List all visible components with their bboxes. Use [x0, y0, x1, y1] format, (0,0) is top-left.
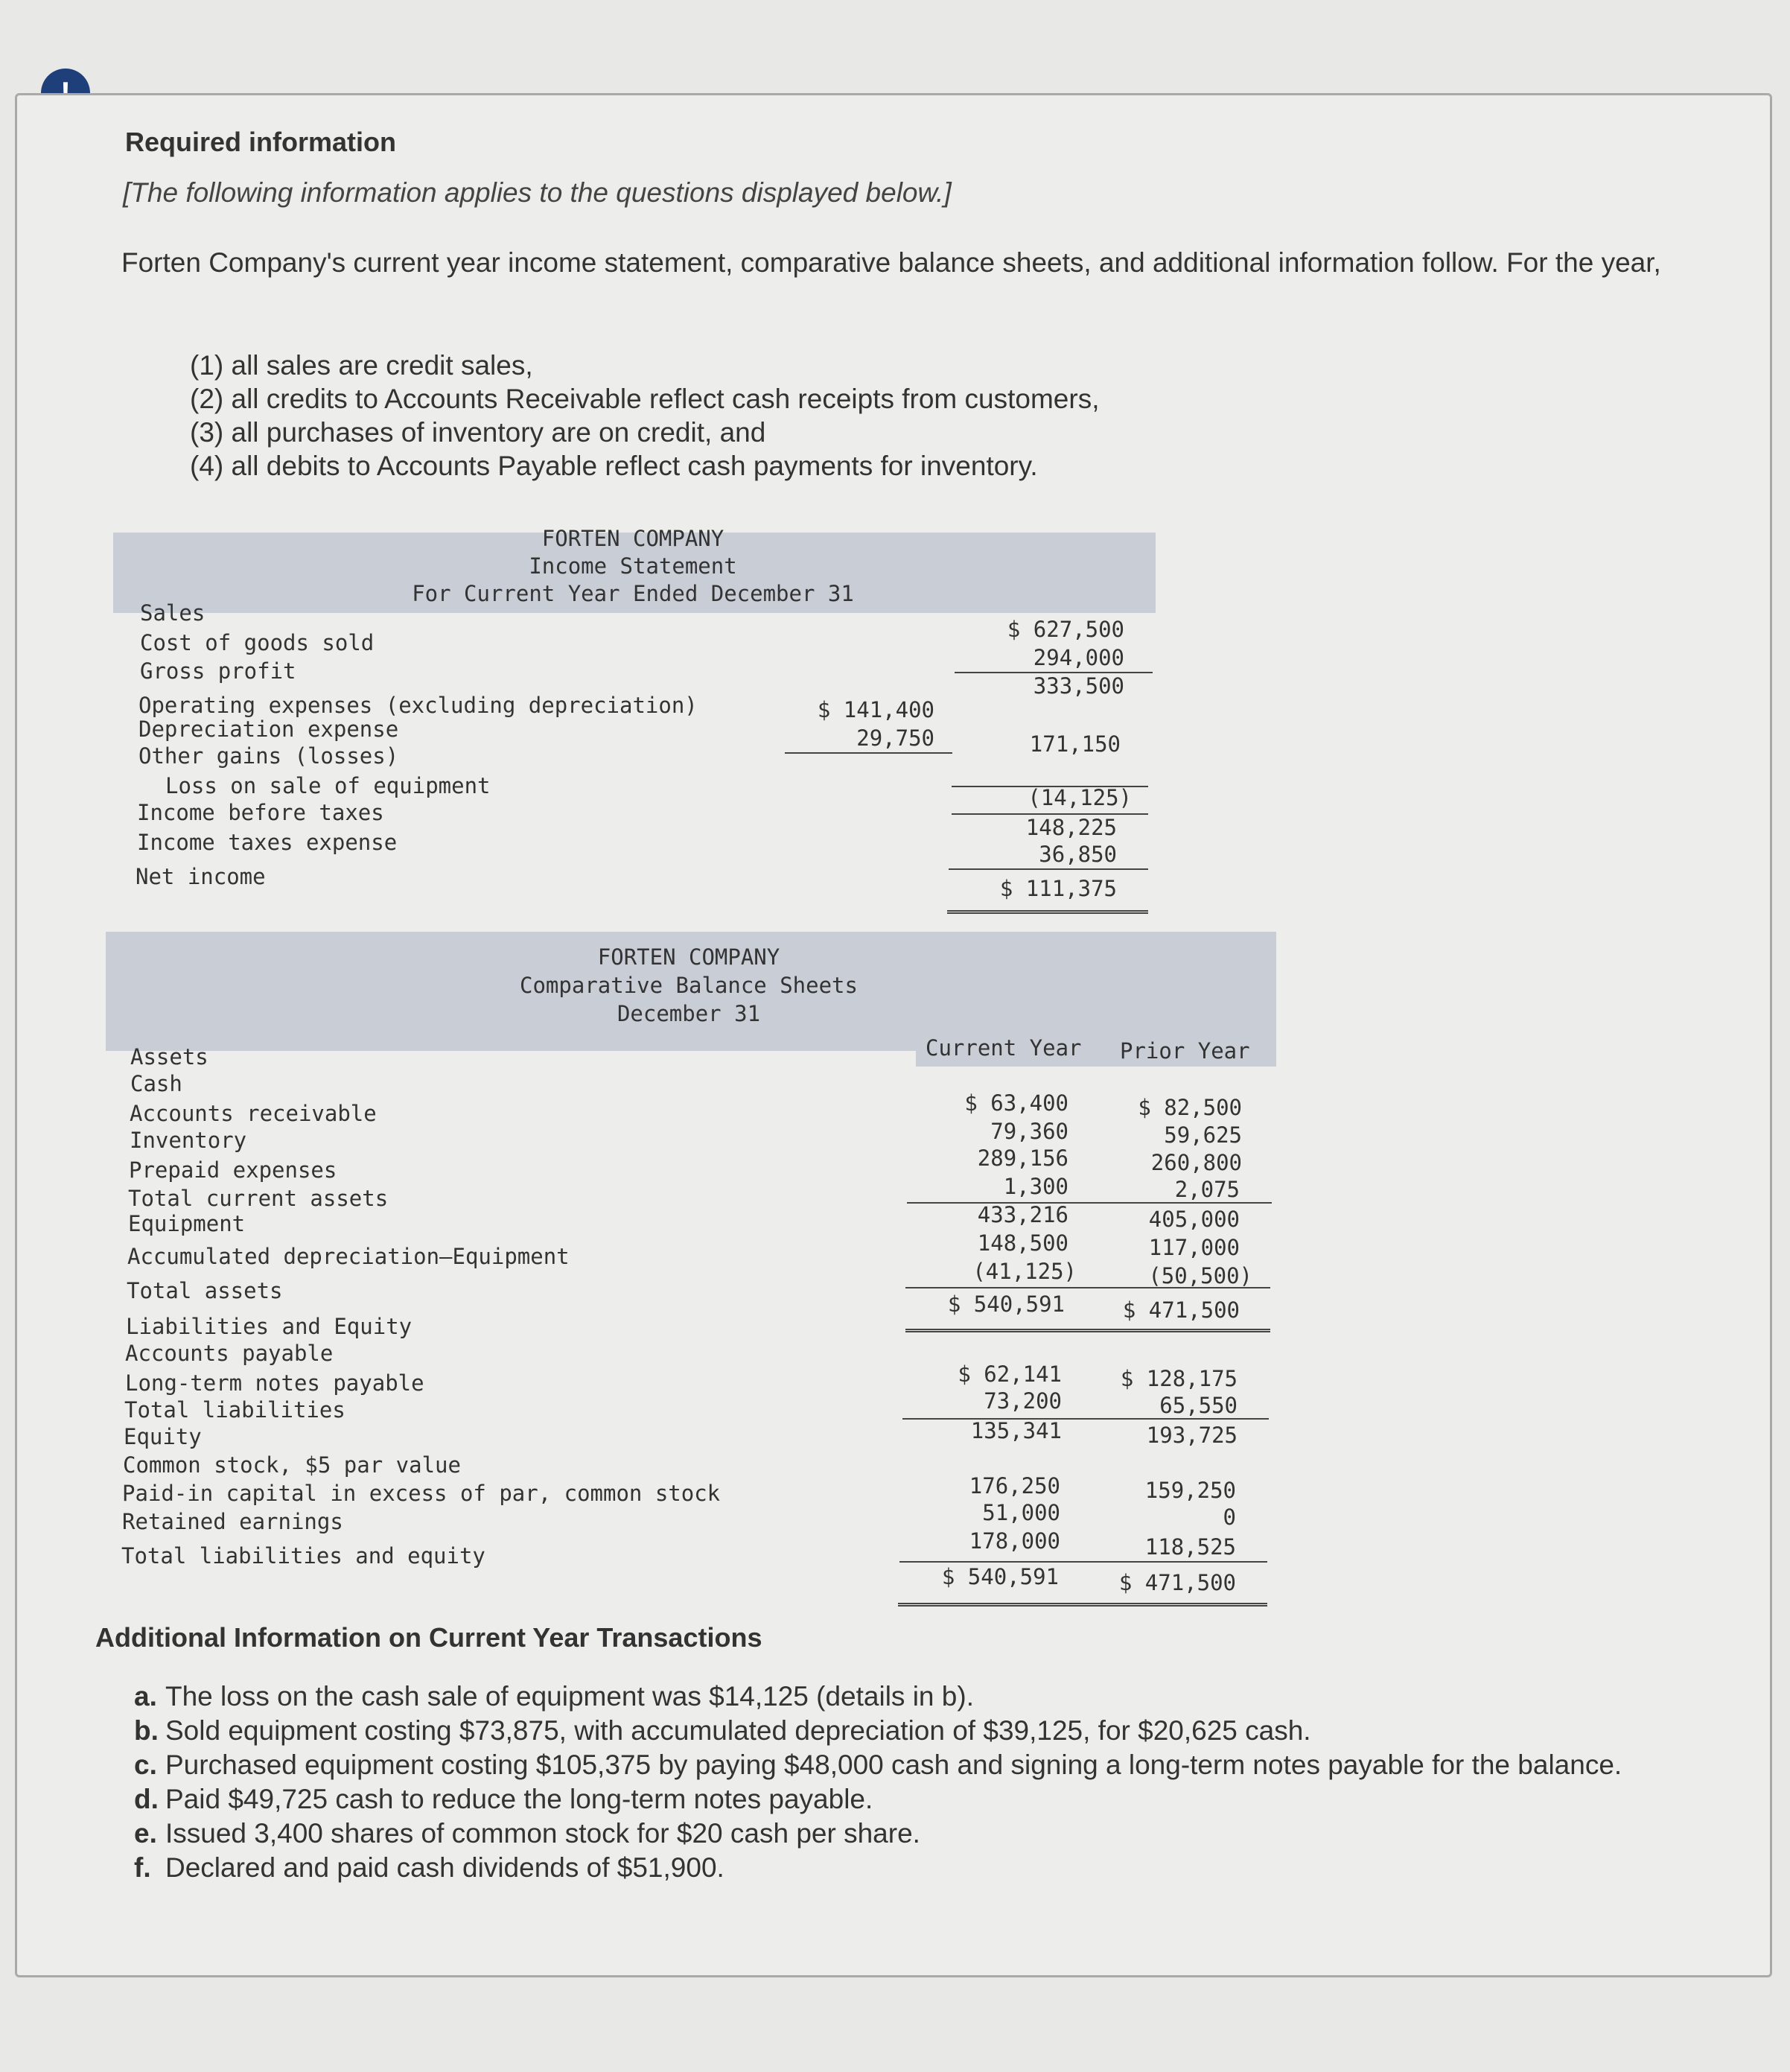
bs-prior-accumulated-depreciation: (50,500): [1148, 1263, 1252, 1288]
is-mid-depreciation: 29,750: [856, 725, 934, 751]
is-right-gross-profit: 333,500: [1033, 673, 1124, 699]
bs-cur-accumulated-depreciation: (41,125): [972, 1259, 1077, 1284]
additional-item-d: d. Paid $49,725 cash to reduce the long-term notes payable.: [134, 1784, 873, 1814]
bs-prior-prepaid-expenses: 2,075: [1174, 1177, 1240, 1202]
additional-item-b: b. Sold equipment costing $73,875, with accumulated depreciation of $39,125, for $20,625 cash.: [134, 1715, 1311, 1746]
additional-item-a: a. The loss on the cash sale of equipment was $14,125 (details in b).: [134, 1681, 974, 1712]
is-right-depreciation: 171,150: [1029, 731, 1121, 757]
intro-text: Forten Company's current year income statement, comparative balance sheets, and additional information follow. For the year,: [121, 247, 1661, 278]
is-right-income-taxes: 36,850: [1039, 842, 1117, 867]
bs-label-total-current-assets: Total current assets: [128, 1186, 389, 1211]
bs-cur-accounts-payable: $ 62,141: [958, 1361, 1062, 1387]
condition-item: (1) all sales are credit sales,: [190, 350, 533, 381]
is-label-gross-profit: Gross profit: [140, 658, 296, 684]
is-label-income-taxes: Income taxes expense: [137, 830, 398, 855]
bs-cur-prepaid-expenses: 1,300: [1003, 1174, 1068, 1199]
bs-prior-total-assets: $ 471,500: [1122, 1297, 1240, 1323]
bs-cur-accounts-receivable: 79,360: [990, 1119, 1068, 1144]
is-right-sales: $ 627,500: [1007, 617, 1124, 642]
bs-label-total-assets: Total assets: [127, 1278, 283, 1303]
is-mid-opex: $ 141,400: [817, 697, 934, 722]
bs-cur-paid-in-capital: 51,000: [982, 1500, 1060, 1525]
bs-label-paid-in-capital: Paid-in capital in excess of par, common stock: [122, 1481, 721, 1506]
balance-sheet-company: FORTEN COMPANY: [597, 944, 780, 970]
is-right-net-income: $ 111,375: [999, 876, 1117, 901]
bs-double-rule-total-assets: [905, 1329, 1270, 1332]
bs-cur-inventory: 289,156: [977, 1145, 1068, 1171]
additional-item-c: c. Purchased equipment costing $105,375 by paying $48,000 cash and signing a long-term notes payable for the balance.: [134, 1750, 1622, 1780]
condition-item: (3) all purchases of inventory are on credit, and: [190, 417, 766, 448]
is-label-net-income: Net income: [136, 864, 266, 889]
bs-label-accounts-receivable: Accounts receivable: [130, 1101, 377, 1126]
bs-label-total-liabilities: Total liabilities: [124, 1397, 345, 1423]
is-label-cogs: Cost of goods sold: [140, 630, 375, 655]
bs-prior-accounts-receivable: 59,625: [1164, 1122, 1242, 1148]
balance-sheet-date: December 31: [617, 1001, 761, 1026]
bs-cur-cash: $ 63,400: [964, 1090, 1068, 1116]
bs-prior-long-term-notes: 65,550: [1159, 1393, 1238, 1418]
bs-prior-paid-in-capital: 0: [1223, 1504, 1236, 1530]
bs-label-prepaid-expenses: Prepaid expenses: [129, 1157, 337, 1183]
bs-cur-total-liabilities-and-equity: $ 540,591: [941, 1564, 1059, 1589]
bs-label-common-stock: Common stock, $5 par value: [123, 1452, 461, 1478]
bs-cur-long-term-notes: 73,200: [984, 1388, 1062, 1414]
condition-item: (4) all debits to Accounts Payable reflect cash payments for inventory.: [190, 451, 1038, 481]
column-header-current-year: Current Year: [926, 1035, 1082, 1061]
income-statement-period: For Current Year Ended December 31: [412, 581, 854, 606]
bs-cur-total-liabilities: 135,341: [970, 1418, 1062, 1443]
bs-label-retained-earnings: Retained earnings: [122, 1509, 343, 1534]
bs-cur-retained-earnings: 178,000: [969, 1528, 1060, 1554]
required-information-heading: Required information: [125, 127, 397, 157]
bs-rule-accumulated-depreciation: [905, 1287, 1270, 1288]
bs-double-rule-total: [898, 1603, 1267, 1607]
bs-label-equity: Equity: [124, 1424, 202, 1449]
column-header-prior-year: Prior Year: [1120, 1038, 1250, 1064]
condition-item: (2) all credits to Accounts Receivable reflect cash receipts from customers,: [190, 384, 1100, 414]
bs-prior-accounts-payable: $ 128,175: [1120, 1366, 1238, 1391]
bs-prior-total-liabilities: 193,725: [1146, 1423, 1238, 1448]
is-label-depreciation: Depreciation expense: [138, 716, 399, 742]
bs-prior-equipment: 117,000: [1148, 1235, 1240, 1260]
bs-label-inventory: Inventory: [130, 1128, 247, 1153]
bs-label-cash: Cash: [130, 1071, 182, 1096]
bs-prior-common-stock: 159,250: [1144, 1478, 1236, 1503]
bs-cur-equipment: 148,500: [977, 1230, 1068, 1256]
bs-cur-common-stock: 176,250: [969, 1473, 1060, 1499]
bs-label-accounts-payable: Accounts payable: [125, 1341, 334, 1366]
bs-prior-total-current-assets: 405,000: [1148, 1207, 1240, 1232]
additional-item-f: f. Declared and paid cash dividends of $51,900.: [134, 1852, 724, 1883]
applies-note: [The following information applies to the questions displayed below.]: [123, 177, 952, 208]
is-rule-taxes: [949, 868, 1148, 870]
is-label-other-gains: Other gains (losses): [138, 743, 399, 769]
income-statement-company: FORTEN COMPANY: [541, 526, 724, 551]
bs-label-liabilities-and-equity: Liabilities and Equity: [126, 1314, 413, 1339]
is-right-income-before-taxes: 148,225: [1025, 815, 1117, 840]
is-rule-depreciation: [785, 752, 952, 754]
additional-item-e: e. Issued 3,400 shares of common stock for $20 cash per share.: [134, 1818, 920, 1849]
bs-prior-cash: $ 82,500: [1138, 1095, 1242, 1120]
balance-sheet-title: Comparative Balance Sheets: [520, 973, 858, 998]
bs-label-accumulated-depreciation: Accumulated depreciation—Equipment: [127, 1244, 570, 1269]
income-statement-title: Income Statement: [529, 553, 737, 579]
bs-cur-total-assets: $ 540,591: [947, 1291, 1065, 1317]
bs-label-long-term-notes: Long-term notes payable: [125, 1370, 424, 1396]
is-double-rule-net-income: [947, 910, 1148, 914]
conditions-list: [190, 349, 1099, 483]
bs-prior-total-liabilities-and-equity: $ 471,500: [1118, 1570, 1236, 1595]
bs-prior-inventory: 260,800: [1150, 1150, 1242, 1175]
bs-cur-total-current-assets: 433,216: [977, 1202, 1068, 1227]
bs-rule-retained-earnings: [899, 1561, 1267, 1563]
is-label-income-before-taxes: Income before taxes: [137, 800, 384, 825]
bs-label-total-liabilities-and-equity: Total liabilities and equity: [121, 1543, 485, 1569]
is-label-loss-on-sale: Loss on sale of equipment: [165, 773, 491, 798]
is-right-cogs: 294,000: [1033, 645, 1124, 670]
additional-information-list: [134, 1679, 1660, 1885]
is-label-opex: Operating expenses (excluding depreciation): [138, 693, 698, 718]
bs-label-equipment: Equipment: [128, 1211, 246, 1236]
is-right-loss-on-sale: (14,125): [1028, 785, 1132, 810]
is-label-sales: Sales: [140, 600, 206, 626]
bs-prior-retained-earnings: 118,525: [1144, 1534, 1236, 1560]
bs-label-assets: Assets: [130, 1044, 208, 1070]
additional-information-heading: Additional Information on Current Year Transactions: [95, 1622, 762, 1653]
